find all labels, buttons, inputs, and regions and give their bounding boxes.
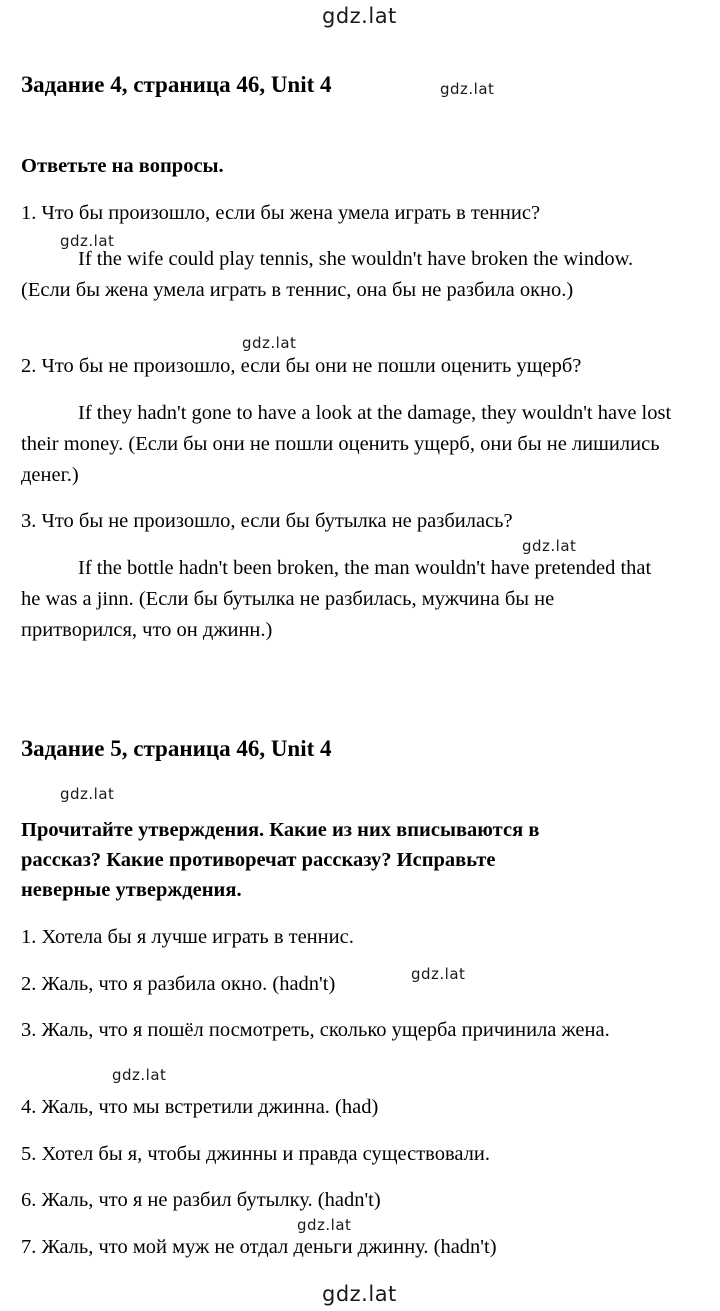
watermark: gdz.lat bbox=[60, 232, 115, 250]
task5-statement-5: 5. Хотел бы я, чтобы джинны и правда существовали. bbox=[21, 1143, 490, 1165]
task5-statement-7: 7. Жаль, что мой муж не отдал деньги джинну. (hadn't) bbox=[21, 1236, 497, 1258]
task5-instruction: Прочитайте утверждения. Какие из них вписываются в рассказ? Какие противоречат рассказу? Исправьте неверные утверждения. bbox=[21, 819, 540, 901]
watermark: gdz.lat bbox=[112, 1066, 167, 1084]
task5-statement-3: 3. Жаль, что я пошёл посмотреть, сколько ущерба причинила жена. bbox=[21, 1019, 610, 1041]
task4-answer-1: If the wife could play tennis, she wouldn't have broken the window. (Если бы жена умела играть в теннис, она бы не разбила окно.) bbox=[21, 248, 634, 301]
watermark-bottom: gdz.lat bbox=[322, 1282, 397, 1306]
task5-statement-4: 4. Жаль, что мы встретили джинна. (had) bbox=[21, 1096, 379, 1118]
watermark: gdz.lat bbox=[522, 537, 577, 555]
task4-instruction: Ответьте на вопросы. bbox=[21, 155, 224, 177]
watermark: gdz.lat bbox=[411, 965, 466, 983]
task4-answer-3: If the bottle hadn't been broken, the man wouldn't have pretended that he was a jinn. (Если бы бутылка не разбилась, мужчина бы не притворился, что он джинн.) bbox=[21, 557, 652, 641]
task5-statement-6: 6. Жаль, что я не разбил бутылку. (hadn't) bbox=[21, 1189, 381, 1211]
watermark-top: gdz.lat bbox=[322, 4, 397, 28]
task4-question-1: 1. Что бы произошло, если бы жена умела играть в теннис? bbox=[21, 202, 541, 224]
task4-answer-2: If they hadn't gone to have a look at the damage, they wouldn't have lost their money. (Если бы они не пошли оценить ущерб, они бы не лишились денег.) bbox=[21, 402, 672, 486]
task4-heading: Задание 4, страница 46, Unit 4 bbox=[21, 72, 332, 97]
watermark: gdz.lat bbox=[242, 334, 297, 352]
task4-question-3: 3. Что бы не произошло, если бы бутылка не разбилась? bbox=[21, 510, 513, 532]
watermark: gdz.lat bbox=[60, 785, 115, 803]
task5-statement-2: 2. Жаль, что я разбила окно. (hadn't) bbox=[21, 973, 336, 995]
watermark: gdz.lat bbox=[297, 1216, 352, 1234]
watermark: gdz.lat bbox=[440, 80, 495, 98]
task5-statement-1: 1. Хотела бы я лучше играть в теннис. bbox=[21, 926, 354, 948]
task4-question-2: 2. Что бы не произошло, если бы они не пошли оценить ущерб? bbox=[21, 355, 582, 377]
task5-heading: Задание 5, страница 46, Unit 4 bbox=[21, 736, 332, 761]
